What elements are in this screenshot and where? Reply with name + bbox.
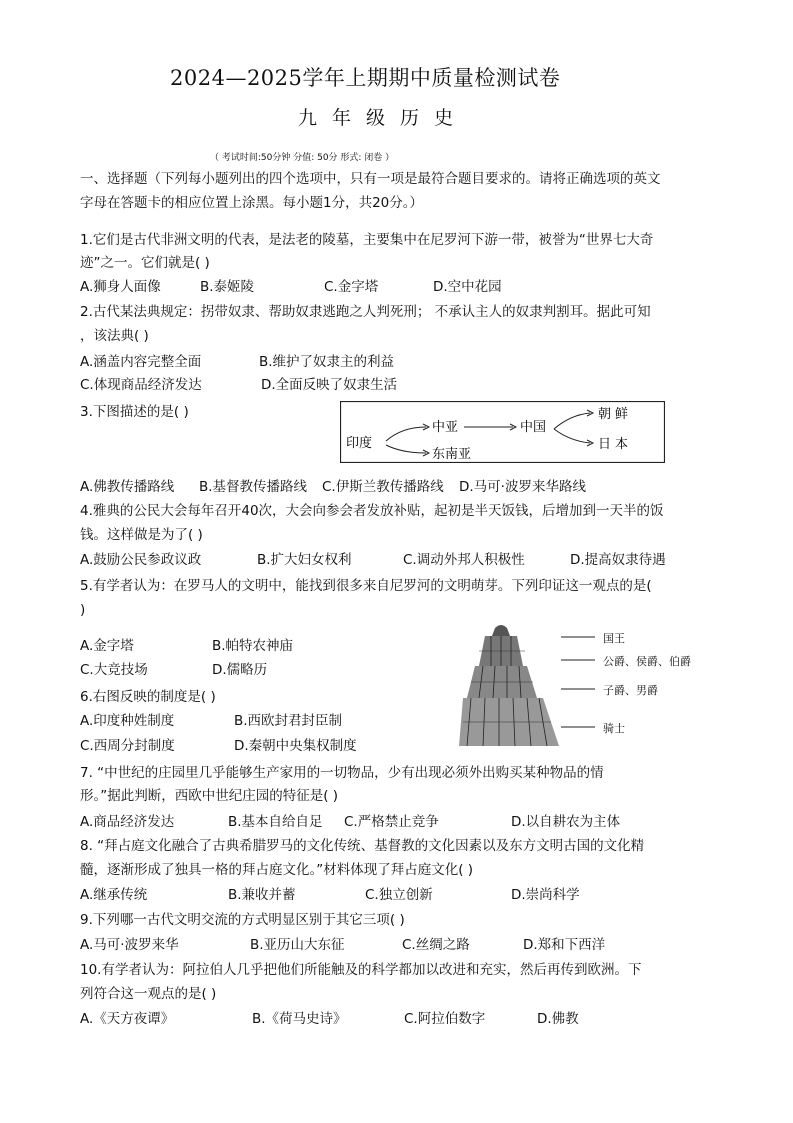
question-3-stem: 3.下图描述的是( )	[80, 404, 189, 420]
question-6-option-b[interactable]: B.西欧封君封臣制	[234, 713, 343, 729]
question-7-option-d[interactable]: D.以自耕农为主体	[511, 814, 621, 830]
question-4-option-d[interactable]: D.提高奴隶待遇	[570, 552, 666, 568]
pyramid-crown-tier	[492, 625, 510, 636]
question-4-option-b[interactable]: B.扩大妇女权利	[257, 552, 352, 568]
question-7-stem-line2: 形。”据此判断，西欧中世纪庄园的特征是( )	[80, 788, 339, 804]
question-9-option-d[interactable]: D.郑和下西洋	[523, 937, 606, 953]
question-5-option-a[interactable]: A.金字塔	[80, 638, 134, 654]
route-node-korea: 朝鲜	[598, 407, 633, 422]
question-10-option-b[interactable]: B.《荷马史诗》	[252, 1011, 347, 1027]
question-1-option-b[interactable]: B.泰姬陵	[200, 279, 255, 295]
question-9-option-a[interactable]: A.马可·波罗来华	[80, 937, 179, 953]
question-8-stem-line1: 8. “拜占庭文化融合了古典希腊罗马的文化传统、基督教的文化因素以及东方文明古国的文化精	[80, 838, 645, 854]
question-4-option-a[interactable]: A.鼓励公民参政议政	[80, 552, 202, 568]
question-5-option-d[interactable]: D.儒略历	[212, 662, 268, 678]
question-7-option-b[interactable]: B.基本自给自足	[228, 814, 323, 830]
question-6-stem: 6.右图反映的制度是( )	[80, 689, 216, 705]
question-4-stem-line1: 4.雅典的公民大会每年召开40次，大会向参会者发放补贴，起初是半天饭钱，后增加到一天半的饭	[80, 503, 664, 519]
question-8-option-c[interactable]: C.独立创新	[365, 887, 433, 903]
feudal-pyramid-figure	[455, 620, 705, 755]
question-3-option-a[interactable]: A.佛教传播路线	[80, 479, 175, 495]
question-10-option-a[interactable]: A.《天方夜谭》	[80, 1011, 175, 1027]
question-7-option-c[interactable]: C.严格禁止竞争	[344, 814, 439, 830]
question-8-option-a[interactable]: A.继承传统	[80, 887, 148, 903]
question-2-option-b[interactable]: B.维护了奴隶主的利益	[259, 354, 395, 370]
question-8-option-b[interactable]: B.兼收并蓄	[228, 887, 296, 903]
question-8-stem-line2: 髓，逐渐形成了独具一格的拜占庭文化。”材料体现了拜占庭文化( )	[80, 862, 474, 878]
exam-meta: （ 考试时间:50分钟 分值: 50分 形式: 闭卷 ）	[210, 153, 395, 163]
question-1-stem-line2: 迹”之一。它们就是( )	[80, 255, 210, 271]
pyramid-label-king: 国王	[603, 632, 625, 645]
pyramid-label-nobles: 公爵、侯爵、伯爵	[603, 655, 691, 668]
question-9-option-c[interactable]: C.丝绸之路	[402, 937, 470, 953]
question-1-option-a[interactable]: A.狮身人面像	[80, 279, 161, 295]
question-9-stem: 9.下列哪一古代文明交流的方式明显区别于其它三项( )	[80, 912, 405, 928]
route-node-india: 印度	[346, 436, 373, 451]
question-1-option-c[interactable]: C.金字塔	[324, 279, 379, 295]
question-9-option-b[interactable]: B.亚历山大东征	[250, 937, 345, 953]
question-7-stem-line1: 7. “中世纪的庄园里几乎能够生产家用的一切物品，少有出现必须外出购买某种物品的情	[80, 765, 604, 781]
question-6-option-d[interactable]: D.秦朝中央集权制度	[234, 738, 357, 754]
route-node-china: 中国	[520, 420, 547, 435]
exam-title: 2024—2025学年上期期中质量检测试卷	[170, 66, 561, 90]
question-1-option-d[interactable]: D.空中花园	[433, 279, 502, 295]
question-3-option-d[interactable]: D.马可·波罗来华路线	[459, 479, 586, 495]
question-6-option-c[interactable]: C.西周分封制度	[80, 738, 175, 754]
pyramid-label-lesser-nobles: 子爵、男爵	[603, 684, 658, 697]
question-5-option-b[interactable]: B.帕特农神庙	[212, 638, 294, 654]
question-2-option-c[interactable]: C.体现商品经济发达	[80, 377, 202, 393]
route-node-japan: 日本	[598, 437, 633, 452]
question-4-stem-line2: 钱。这样做是为了( )	[80, 527, 203, 543]
question-10-option-d[interactable]: D.佛教	[537, 1011, 579, 1027]
question-2-option-d[interactable]: D.全面反映了奴隶生活	[261, 377, 398, 393]
question-1-stem-line1: 1.它们是古代非洲文明的代表，是法老的陵墓，主要集中在尼罗河下游一带，被誉为“世界七大奇	[80, 232, 654, 248]
buddhism-route-diagram	[340, 401, 665, 463]
question-5-stem-line1: 5.有学者认为：在罗马人的文明中，能找到很多来自尼罗河的文明萌芽。下列印证这一观点的是(	[80, 578, 652, 594]
question-8-option-d[interactable]: D.崇尚科学	[511, 887, 580, 903]
pyramid-label-knights: 骑士	[603, 722, 625, 735]
exam-subtitle: 九年级历史	[298, 107, 469, 129]
question-2-option-a[interactable]: A.涵盖内容完整全面	[80, 354, 202, 370]
question-5-option-c[interactable]: C.大竞技场	[80, 662, 148, 678]
question-3-option-b[interactable]: B.基督教传播路线	[199, 479, 308, 495]
route-node-centralasia: 中亚	[432, 420, 459, 435]
question-10-stem-line1: 10.有学者认为：阿拉伯人几乎把他们所能触及的科学都加以改进和充实，然后再传到欧洲。下	[80, 962, 642, 978]
pyramid-illustration	[459, 625, 559, 746]
route-node-seasia: 东南亚	[432, 447, 472, 462]
question-10-stem-line2: 列符合这一观点的是( )	[80, 986, 217, 1002]
question-4-option-c[interactable]: C.调动外邦人积极性	[403, 552, 525, 568]
question-3-option-c[interactable]: C.伊斯兰教传播路线	[322, 479, 444, 495]
question-2-stem-line1: 2.古代某法典规定：拐带奴隶、帮助奴隶逃跑之人判死刑； 不承认主人的奴隶判割耳。据此可知	[80, 304, 651, 320]
question-7-option-a[interactable]: A.商品经济发达	[80, 814, 175, 830]
question-5-stem-line2: )	[80, 602, 86, 618]
section-instruction-line2: 字母在答题卡的相应位置上涂黑。每小题1分，共20分。）	[80, 195, 424, 211]
question-6-option-a[interactable]: A.印度种姓制度	[80, 713, 175, 729]
question-10-option-c[interactable]: C.阿拉伯数字	[404, 1011, 486, 1027]
question-2-stem-line2: ，该法典( )	[80, 328, 149, 344]
section-instruction-line1: 一、选择题（下列每小题列出的四个选项中，只有一项是最符合题目要求的。请将正确选项的英文	[80, 171, 661, 187]
